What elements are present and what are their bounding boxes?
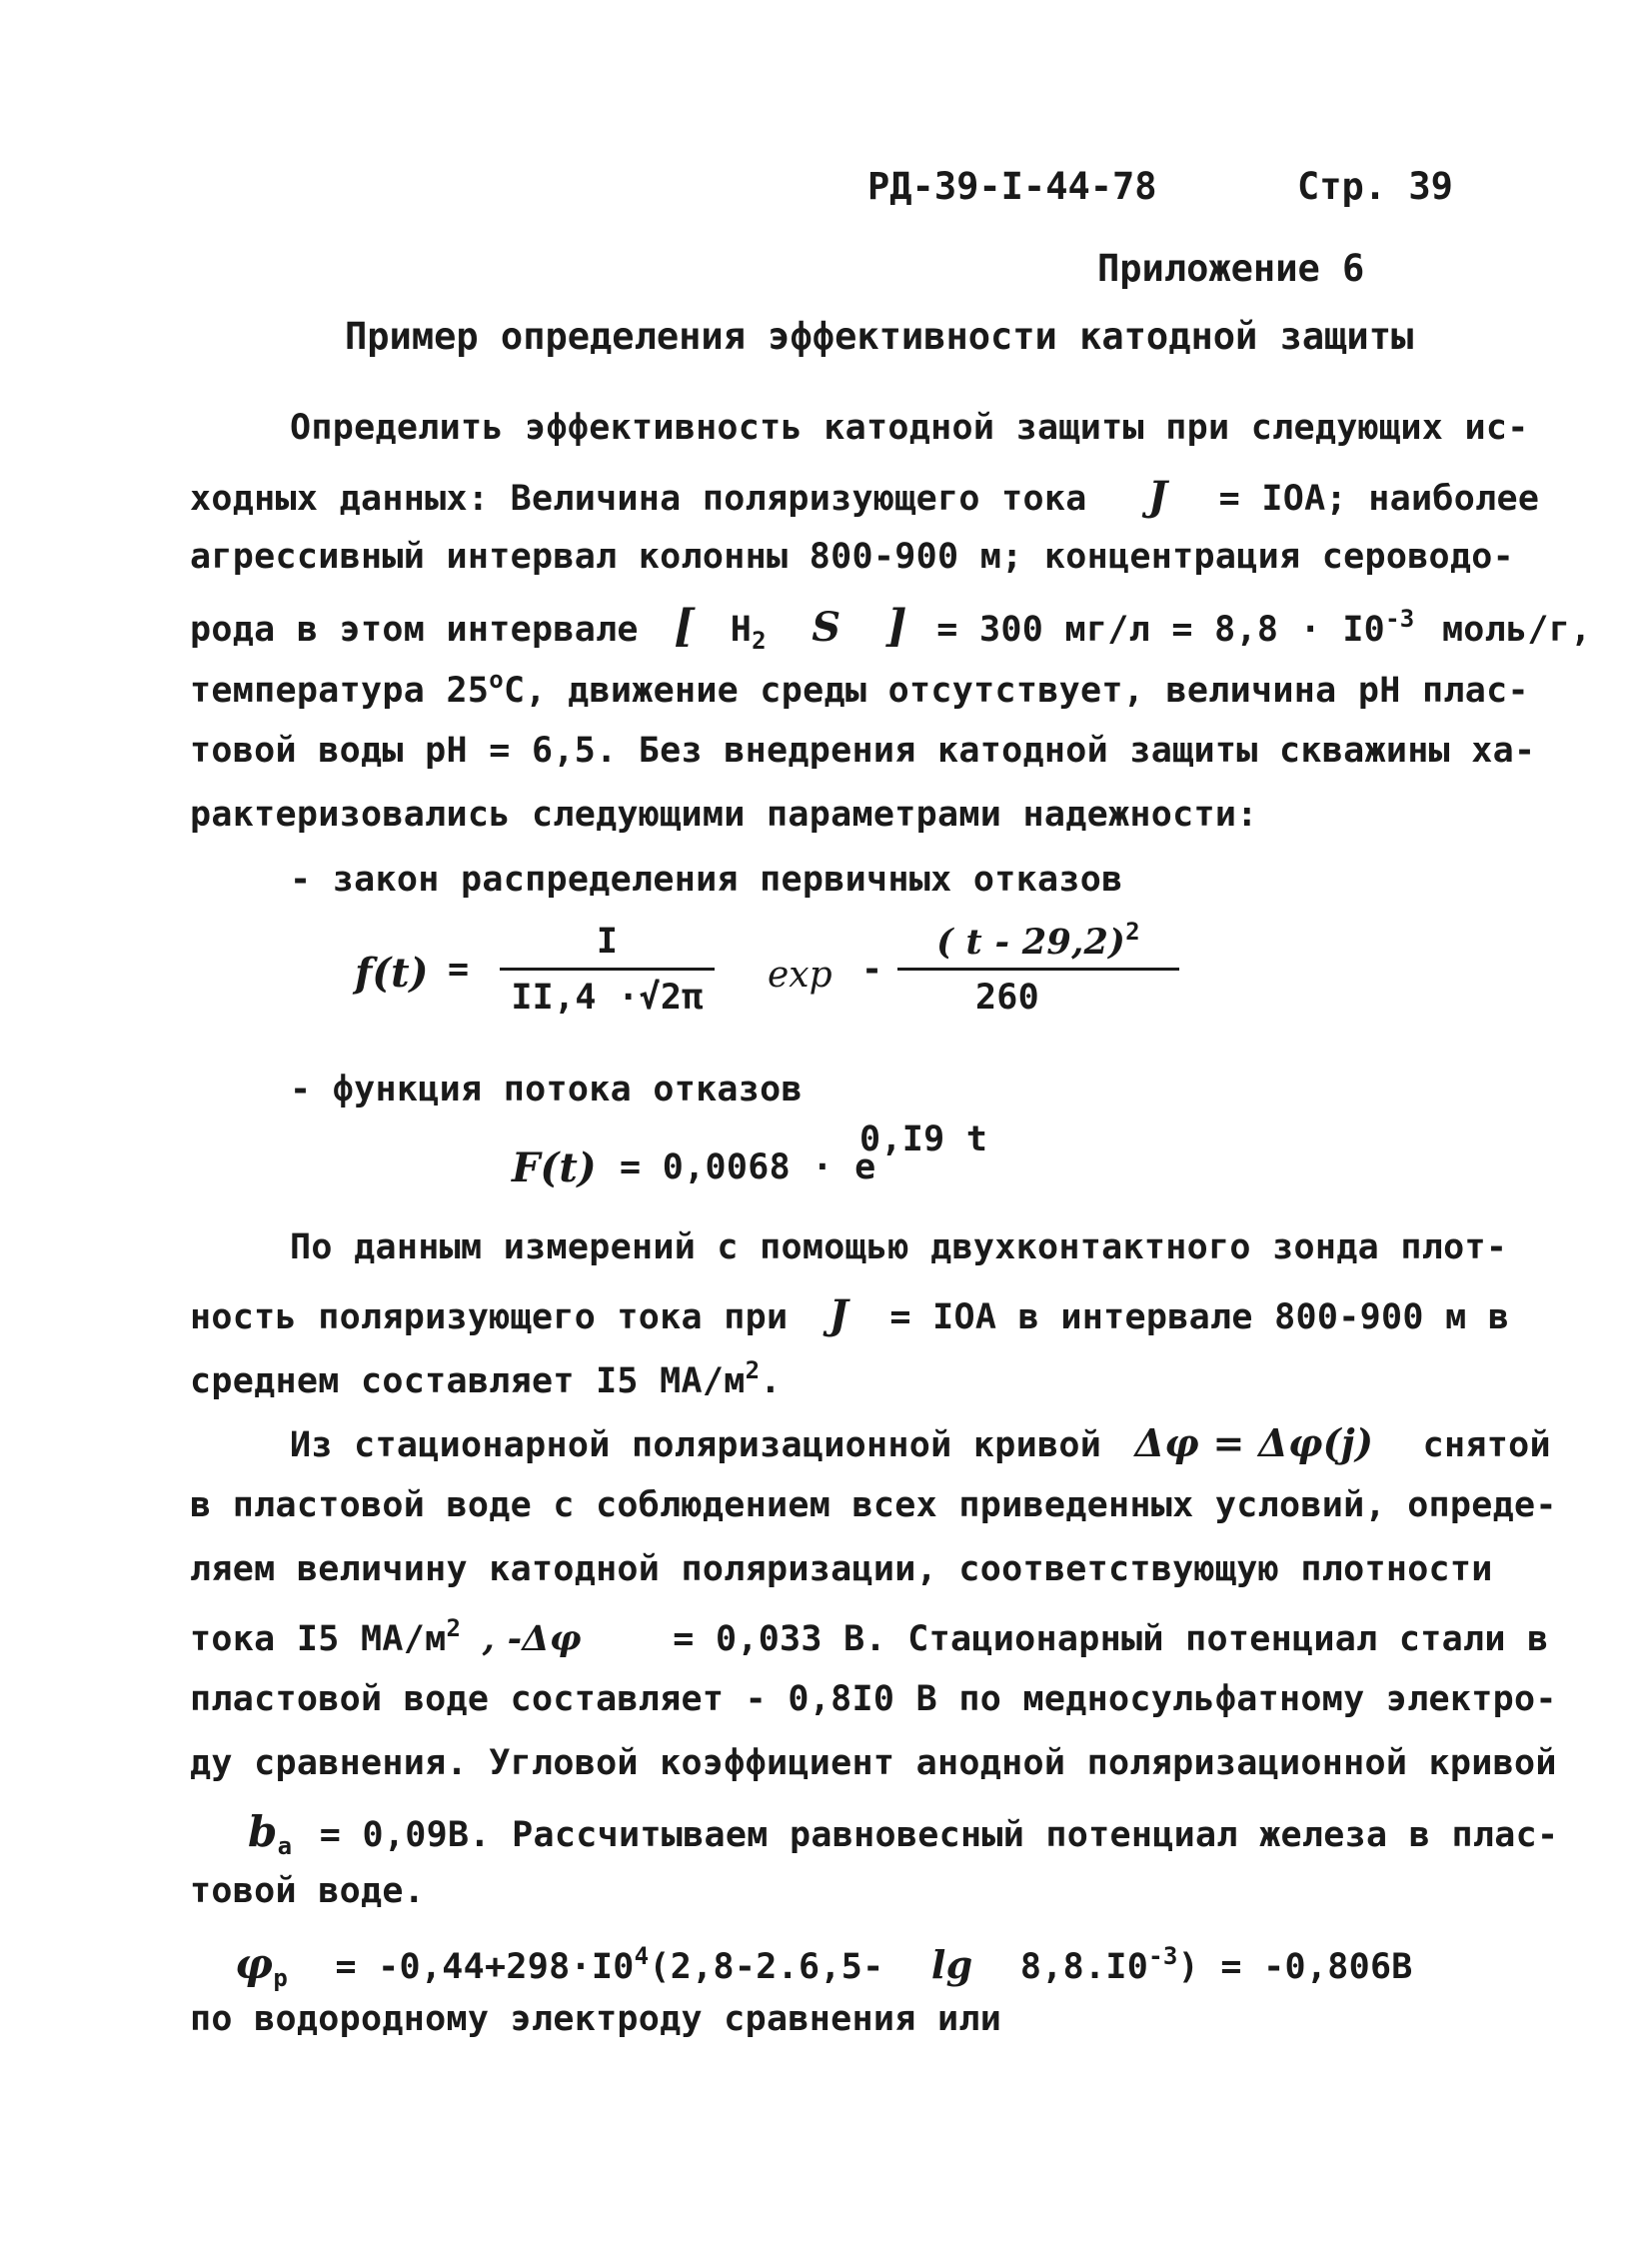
para1-line7: рактеризовались следующими параметрами надежности: [190,795,1258,835]
appendix-label: Приложение 6 [1097,247,1365,290]
document-code: РД-39-I-44-78 [867,165,1157,208]
last-line: по водородному электроду сравнения или [190,1999,1002,2039]
formula1-minus: - [861,950,883,990]
para3-line1: Из стационарной поляризационной кривой Δφ = Δφ(j) снятой [290,1420,1551,1465]
formula2-lhs: F(t) [512,1144,597,1191]
para2-line3: среднем составляет I5 $МА/м^2$. [190,1356,782,1401]
para1-line1: Определить эффективность катодной защиты при следующих ис- [290,408,1529,448]
para3-line5: пластовой воде составляет - 0,8I0 В по медносульфатному электро- [190,1679,1557,1719]
para1-line6: товой воды pH = 6,5. Без внедрения катодной защиты скважины ха- [190,731,1536,771]
current-symbol: J [1148,473,1168,520]
para1-line2: ходных данных: Величина поляризующего тока J = IOA; наиболее [190,473,1540,520]
page-title: Пример определения эффективности катодной защиты [345,315,1414,358]
para1-line4: рода в этом интервале [ $H_2$ S ] = 300 $мг/л = 8,8 \cdot I0^{-3}$ моль/г, [190,601,1592,655]
formula-equilibrium-potential: $\varphi_p = -0,44+298\cdot I0^4(2,8-2.6,5-$ $\lg 8,8.I0^{-3}) = -0,806В$ [235,1939,1413,1992]
formula1-den1: II,4 ·√2π [511,978,704,1018]
formula1-num1: I [596,922,619,962]
para3-line6: ду сравнения. Угловой коэффициент анодной поляризационной кривой [190,1743,1557,1783]
para2-line1: По данным измерений с помощью двухконтактного зонда плот- [290,1227,1508,1267]
para3-line8: товой воде. [190,1871,426,1911]
formula1-num2: ( t - 29,2)$^2$ [936,918,1140,963]
formula1-eq: = [448,950,470,990]
formula1-exp-word: exp [768,955,832,996]
para3-line2: в пластовой воде с соблюдением всех приведенных условий, опреде- [190,1485,1557,1525]
para3-line4: тока I5 $МА/м^2$ , -Δφ = 0,033 В. Стационарный потенциал стали в [190,1614,1549,1659]
formula1-bar2 [897,968,1179,971]
para1-line5: температура 25$^o$С, движение среды отсутствует, величина pH плас- [190,666,1529,711]
list-item-failure-flow: - функция потока отказов [290,1070,803,1110]
para3-line3: ляем величину катодной поляризации, соответствующую плотности [190,1549,1493,1589]
list-item-distribution-law: - закон распределения первичных отказов [290,860,1123,900]
para3-line7: $b_a = 0,09В$. Рассчитываем равновесный потенциал железа в плас- [248,1807,1559,1860]
formula2-rhs: = 0,0068 · e [620,1147,876,1187]
formula1-den2: 260 [974,978,1040,1018]
page-number: Стр. 39 [1297,165,1453,208]
polarization-curve-symbol: Δφ = Δφ(j) [1134,1420,1374,1465]
para1-line3: агрессивный интервал колонны 800-900 м; концентрация сероводо- [190,537,1515,577]
formula2-exponent: 0,I9 t [859,1120,988,1159]
formula1-lhs: f(t) [355,950,429,997]
para2-line2: ность поляризующего тока при J = IOA в интервале 800-900 м в [190,1291,1510,1338]
formula1-bar1 [500,968,715,971]
